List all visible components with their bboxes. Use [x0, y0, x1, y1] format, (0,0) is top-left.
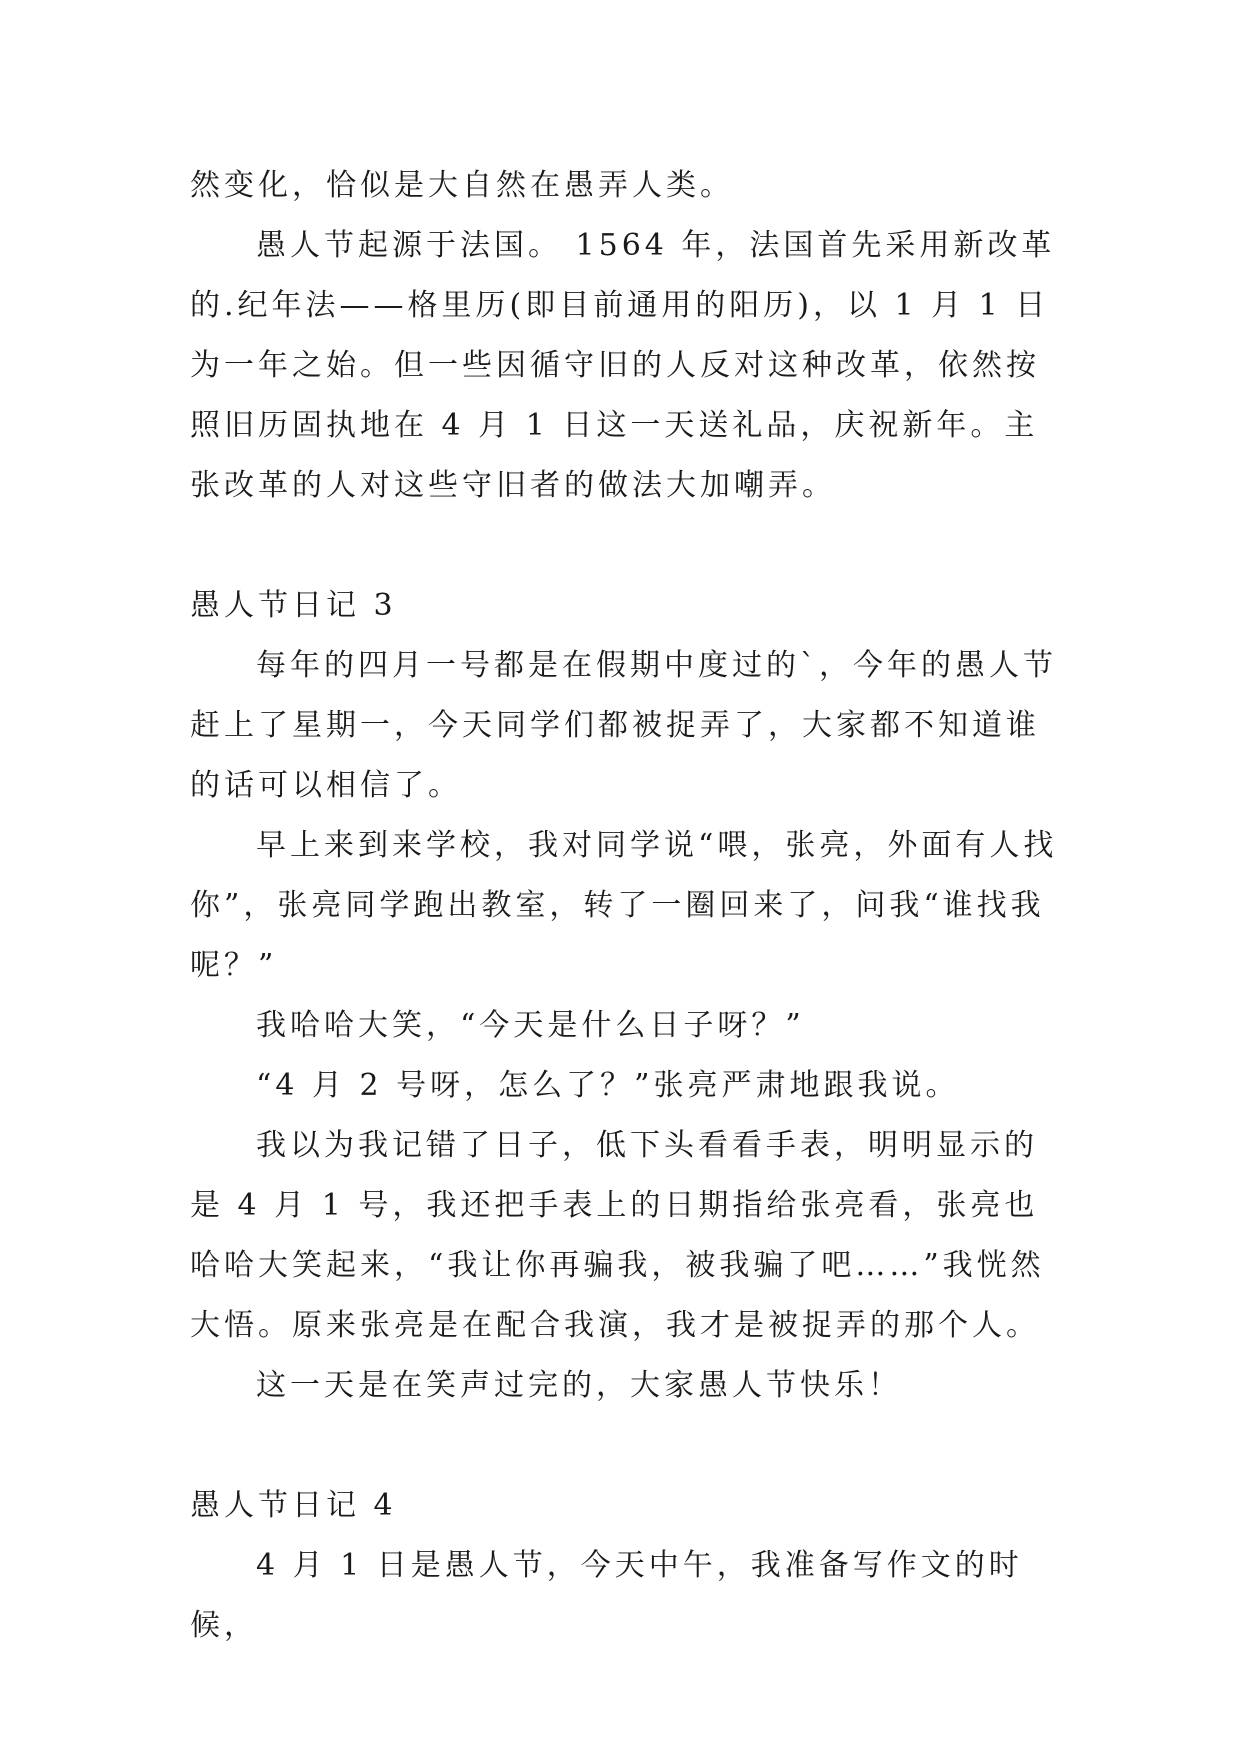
- section-gap: [190, 516, 1070, 576]
- section-heading-3: 愚人节日记 3: [190, 588, 397, 623]
- document-page: [190, 156, 1070, 1656]
- paragraph: 我哈哈大笑，“今天是什么日子呀？”: [256, 1008, 805, 1043]
- paragraph: “4 月 2 号呀，怎么了？”张亮严肃地跟我说。: [256, 1068, 960, 1103]
- section-heading-4: 愚人节日记 4: [190, 1488, 397, 1523]
- section-gap: [190, 1416, 1070, 1476]
- paragraph: 4 月 1 日是愚人节，今天中午，我准备写作文的时候，: [190, 1548, 1023, 1643]
- paragraph: 我以为我记错了日子，低下头看看手表，明明显示的是 4 月 1 号，我还把手表上的日期指给张亮看，张亮也哈哈大笑起来，“我让你再骗我，被我骗了吧……”我恍然大悟。原来张亮是在配合我演，我才是被捉弄的那个人。: [190, 1128, 1045, 1343]
- paragraph: 每年的四月一号都是在假期中度过的`，今年的愚人节赶上了星期一，今天同学们都被捉弄了，大家都不知道谁的话可以相信了。: [190, 648, 1057, 803]
- paragraph-origin: 愚人节起源于法国。 1564 年，法国首先采用新改革的.纪年法——格里历(即目前通用的阳历)，以 1 月 1 日为一年之始。但一些因循守旧的人反对这种改革，依然按照旧历固执地在 4 月 1 日这一天送礼品，庆祝新年。主张改革的人对这些守旧者的做法大加嘲弄。: [190, 228, 1056, 503]
- paragraph: 这一天是在笑声过完的，大家愚人节快乐！: [256, 1368, 902, 1403]
- paragraph: 早上来到来学校，我对同学说“喂，张亮，外面有人找你”，张亮同学跑出教室，转了一圈回来了，问我“谁找我呢？”: [190, 828, 1058, 983]
- paragraph-continuation: 然变化，恰似是大自然在愚弄人类。: [190, 168, 734, 203]
